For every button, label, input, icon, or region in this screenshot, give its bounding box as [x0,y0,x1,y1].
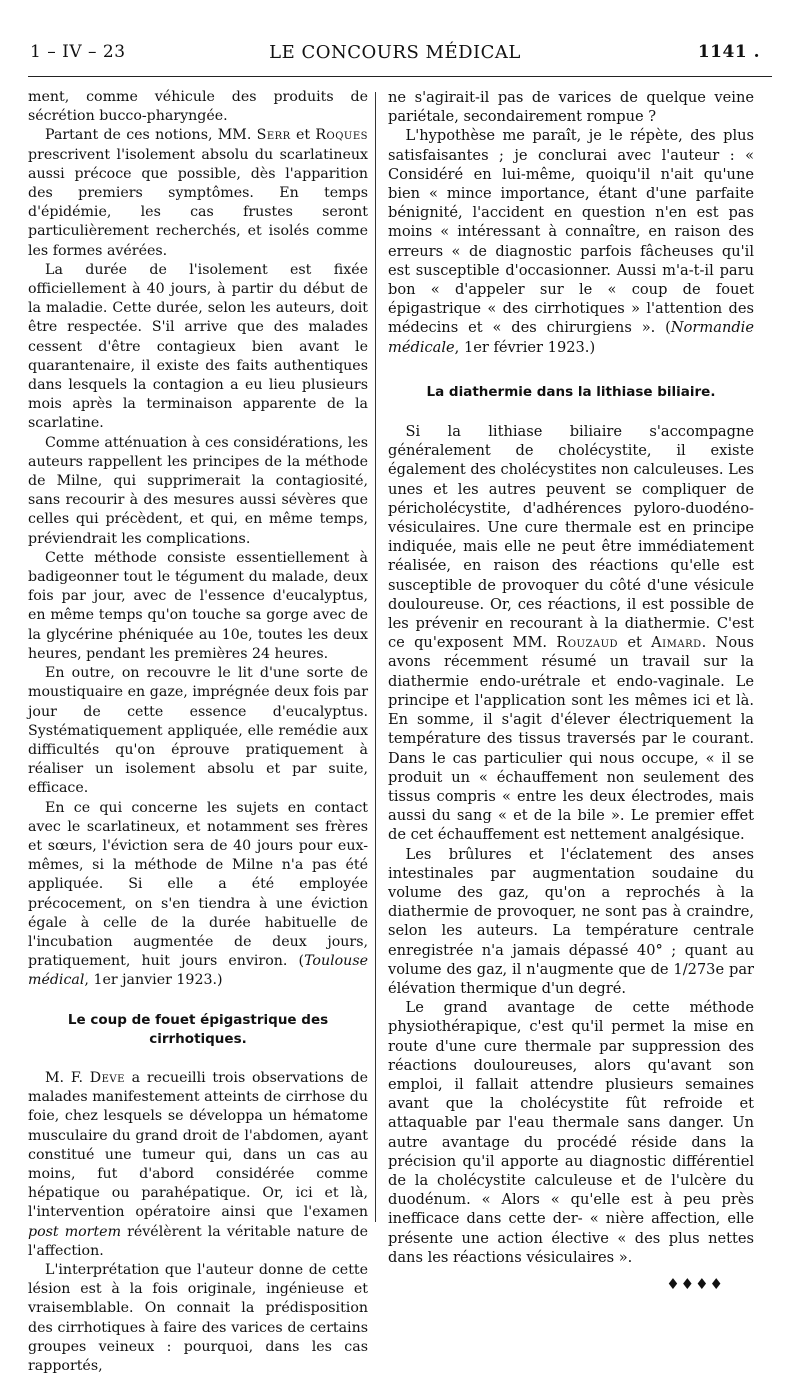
paragraph: Les brûlures et l'éclatement des anses intestinales par augmentation soudaine du volume des gaz, qu'on a reprochés à la diathermie de provoquer, ne sont pas à craindre, selon les auteurs. La température centrale enregistrée n'a jamais dépassé 40° ; quant au volume des gaz, il n'augmente que de 1/273e par élévation thermique d'un degré. [388,845,754,997]
author-name: Serr [256,127,291,144]
issue-date: 1 – IV – 23 [30,42,126,62]
journal-title: LE CONCOURS MÉDICAL [269,42,521,63]
source-citation: Normandie médicale [388,319,754,356]
paragraph: Le grand avantage de cette méthode physiothérapique, c'est qu'il permet la mise en route d'une cure thermale par suppression des réactions douloureuses, alors qu'avant son emploi, il fallait attendre plusieurs semaines avant que la cholécystite fût refroide et attaquable par l'eau thermale sans danger. Un autre avantage du procédé réside dans la précision qu'il apporte au diagnostic différentiel de la cholécystite calculeuse et de l'ulcère du duodénum. « Alors « qu'elle est à peu près inefficace dans cette der- « nière affection, elle présente une action élective « des plus nettes dans les réactions vésiculaires ». [388,999,754,1266]
right-column [388,88,754,1294]
paragraph: ne s'agirait-il pas de varices de quelque veine pariétale, secondairement rompue ? [388,89,754,126]
page-number: 1141 . [697,42,760,62]
paragraph: L'interprétation que l'auteur donne de cette lésion est à la fois originale, ingénieuse et vraisemblable. On connait la prédisposition des cirrhotiques à faire des varices de certains groupes veineux : pourquoi, dans les cas rapportés, [28,1261,368,1374]
column-divider [375,92,376,1222]
paragraph: Partant de ces notions, MM. Serr et Roques prescrivent l'isolement absolu du scarlatineux aussi précoce que possible, dès l'apparition des premiers symptômes. En temps d'épidémie, les cas frustes seront particulièrement recherchés, et isolés comme les formes avérées. [28,127,369,259]
paragraph: En ce qui concerne les sujets en contact avec le scarlatineux, et notamment ses frères et sœurs, l'éviction sera de 40 jours pour eux-mêmes, si la méthode de Milne n'a pas été appliquée. Si elle a été employée précocement, on s'en tiendra à une éviction égale à celle de la durée habituelle de l'incubation augmentée de deux jours, pratiquement, huit jours environ. (Toulouse médical, 1er janvier 1923.) [28,799,368,989]
paragraph: Si la lithiase biliaire s'accompagne généralement de cholécystite, il existe également des cholécystites non calculeuses. Les unes et les autres peuvent se compliquer de péricholécystite, d'adhérences pyloro-duodéno-vésiculaires. Une cure thermale est en principe indiquée, mais elle ne peut être immédiatement réalisée, en raison des réactions qu'elle est susceptible de provoquer du côté d'une vésicule douloureuse. Or, ces réactions, il est possible de les prévenir en recourant à la diathermie. C'est ce qu'exposent MM. Rouzaud et Aimard. Nous avons récemment résumé un travail sur la diathermie endo-urétrale et endo-vaginale. Le principe et l'application sont les mêmes ici et là. En somme, il s'agit d'élever électriquement la température des tissus traversés par le courant. Dans le cas particulier qui nous occupe, « il se produit un « échauffement non seulement des tissus compris « entre les deux électrodes, mais aussi du sang « et de la bile ». Le premier effet de cet échauffement est nettement analgésique. [388,423,755,844]
paragraph: La durée de l'isolement est fixée officiellement à 40 jours, à partir du début de la maladie. Cette durée, selon les auteurs, doit être respectée. S'il arrive que des malades cessent d'être contagieux bien avant le quarantenaire, il existe des faits authentiques dans lesquels la contagion a eu lieu plusieurs mois après la terminaison apparente de la scarlatine. [28,261,368,432]
header-rule [28,76,772,77]
left-column [28,88,368,1376]
paragraph: ment, comme véhicule des produits de sécrétion bucco-pharyngée. [28,89,368,125]
section-heading: Le coup de fouet épigastrique des cirrhotiques. [67,1011,329,1047]
paragraph: Cette méthode consiste essentiellement à badigeonner tout le tégument du malade, deux fois par jour, avec de l'essence d'eucalyptus, en même temps qu'on touche sa gorge avec de la glycérine phéniquée au 10e, toutes les deux heures, pendant les premières 24 heures. [28,549,368,662]
paragraph: M. F. Deve a recueilli trois observations de malades manifestement atteints de cirrhose du foie, chez lesquels se développa un hématome musculaire du grand droit de l'abdomen, ayant constitué une tumeur qui, dans un cas au moins, fut d'abord considérée comme hépatique ou parahépatique. Or, ici et là, l'intervention opératoire ainsi que l'examen post mortem révélèrent la véritable nature de l'affection. [28,1069,368,1259]
paragraph: L'hypothèse me paraît, je le répète, des plus satisfaisantes ; je conclurai avec l'auteur : « Considéré en lui-même, quoiqu'il n'ait qu'une bien « mince importance, étant d'une parfaite bénignité, l'accident en question n'en est pas moins « intéressant à connaître, en raison des erreurs « de diagnostic parfois fâcheuses qu'il est susceptible d'occasionner. Aussi m'a-t-il paru bon « d'appeler sur le « coup de fouet épigastrique « des cirrhotiques » l'attention des médecins et « des chirurgiens ». (Normandie médicale, 1er février 1923.) [388,127,754,356]
paragraph: Comme atténuation à ces considérations, les auteurs rappellent les principes de la méthode de Milne, qui supprimerait la contagiosité, sans recourir à des mesures aussi sévères que celles qui précèdent, et qui, en même temps, préviendrait les complications. [28,434,368,547]
section-heading: La diathermie dans la lithiase biliaire. [426,383,716,400]
running-header [30,42,760,72]
author-name: Roques [315,127,369,144]
end-ornament: ♦♦♦♦ [666,1274,724,1293]
paragraph: En outre, on recouvre le lit d'une sorte de moustiquaire en gaze, imprégnée deux fois par jour de cette essence d'eucalyptus. Systématiquement appliquée, elle remédie aux difficultés qu'on éprouve pratiquement à réaliser un isolement absolu et par suite, efficace. [28,665,368,797]
author-name: Aimard [651,634,702,652]
author-name: Rouzaud [556,634,619,652]
author-name: Deve [89,1069,125,1086]
source-citation: Toulouse médical [28,953,368,989]
